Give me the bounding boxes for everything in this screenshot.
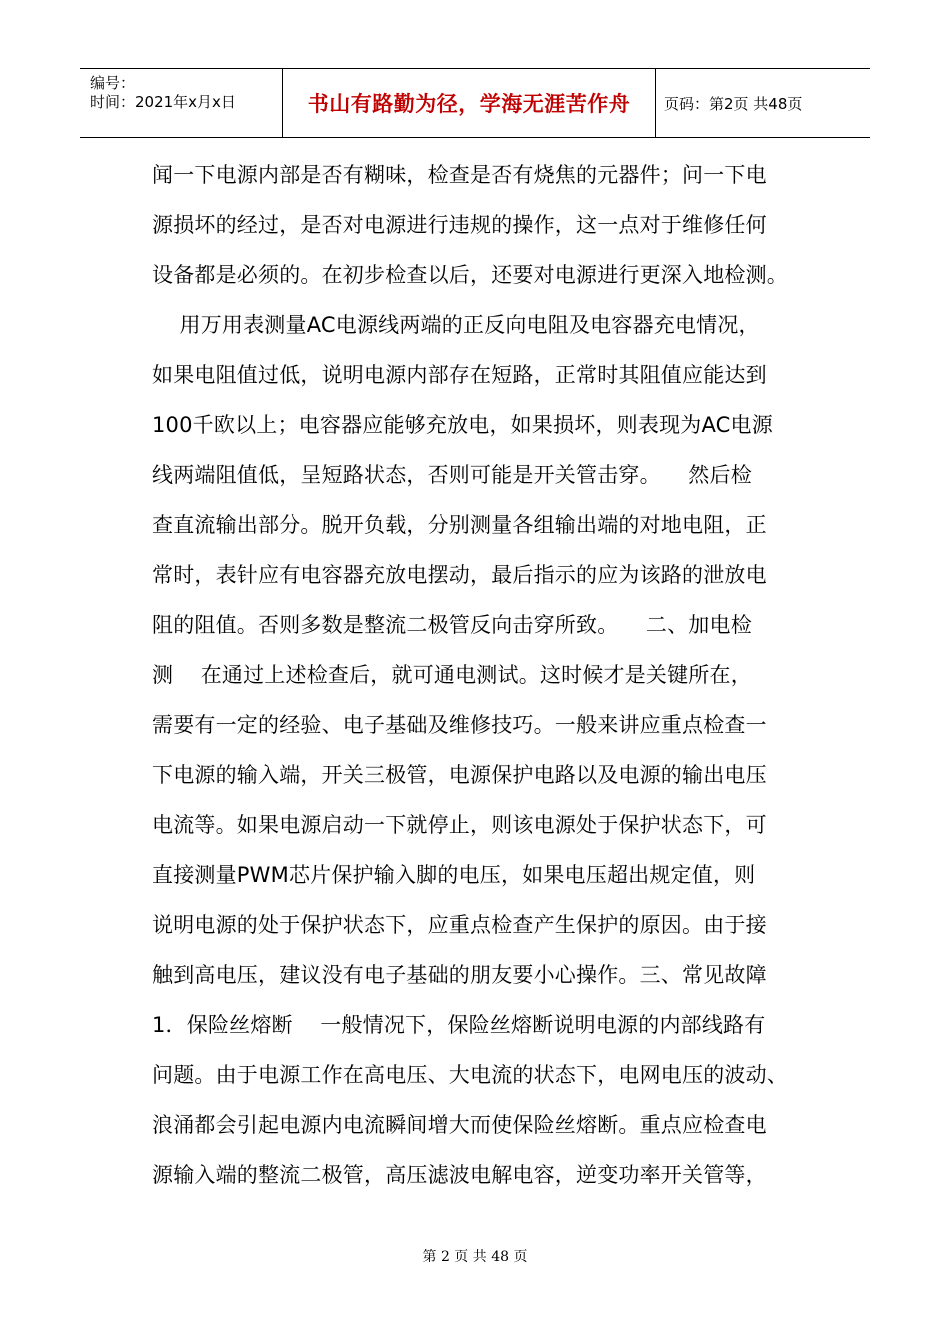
header-meta-cell bbox=[80, 69, 282, 137]
text-line: 需要有一定的经验、电子基础及维修技巧。一般来讲应重点检查一 bbox=[152, 713, 767, 737]
motto-text: 书山有路勤为径，学海无涯苦作舟 bbox=[307, 91, 631, 116]
page-footer: 第 2 页 共 48 页 bbox=[422, 1249, 528, 1265]
text-line: 线两端阻值低，呈短路状态，否则可能是开关管击穿。 然后检 bbox=[152, 463, 752, 487]
number-label: 编号： bbox=[90, 74, 136, 92]
text-line: 100千欧以上；电容器应能够充放电，如果损坏，则表现为AC电源 bbox=[152, 413, 773, 437]
text-line: 下电源的输入端，开关三极管，电源保护电路以及电源的输出电压 bbox=[152, 763, 767, 787]
text-line: 1．保险丝熔断 一般情况下，保险丝熔断说明电源的内部线路有 bbox=[152, 1013, 766, 1037]
header-motto-cell bbox=[282, 69, 656, 137]
text-line: 触到高电压，建议没有电子基础的朋友要小心操作。三、常见故障 bbox=[152, 963, 767, 987]
text-line: 电流等。如果电源启动一下就停止，则该电源处于保护状态下，可 bbox=[152, 813, 767, 837]
text-line: 如果电阻值过低，说明电源内部存在短路，正常时其阻值应能达到 bbox=[152, 363, 767, 387]
text-line: 查直流输出部分。脱开负载，分别测量各组输出端的对地电阻，正 bbox=[152, 513, 767, 537]
text-line: 阻的阻值。否则多数是整流二极管反向击穿所致。 二、加电检 bbox=[152, 613, 752, 637]
header-page-cell bbox=[656, 69, 870, 137]
text-line: 设备都是必须的。在初步检查以后，还要对电源进行更深入地检测。 bbox=[152, 263, 788, 287]
text-line: 常时，表针应有电容器充放电摆动，最后指示的应为该路的泄放电 bbox=[152, 563, 767, 587]
text-line: 直接测量PWM芯片保护输入脚的电压，如果电压超出规定值，则 bbox=[152, 863, 756, 887]
text-line: 闻一下电源内部是否有糊味，检查是否有烧焦的元器件；问一下电 bbox=[152, 163, 767, 187]
text-line: 源损坏的经过，是否对电源进行违规的操作，这一点对于维修任何 bbox=[152, 213, 767, 237]
text-line: 说明电源的处于保护状态下，应重点检查产生保护的原因。由于接 bbox=[152, 913, 767, 937]
text-line: 问题。由于电源工作在高电压、大电流的状态下，电网电压的波动、 bbox=[152, 1063, 788, 1087]
text-line: 测 在通过上述检查后，就可通电测试。这时候才是关键所在， bbox=[152, 663, 752, 687]
text-line: 用万用表测量AC电源线两端的正反向电阻及电容器充电情况， bbox=[152, 313, 760, 337]
text-line: 浪涌都会引起电源内电流瞬间增大而使保险丝熔断。重点应检查电 bbox=[152, 1113, 767, 1137]
text-line: 源输入端的整流二极管，高压滤波电解电容，逆变功率开关管等， bbox=[152, 1163, 767, 1187]
time-label: 时间：2021年x月x日 bbox=[90, 93, 236, 111]
page-header bbox=[80, 68, 870, 138]
page-info: 页码：第2页 共48页 bbox=[664, 94, 803, 113]
